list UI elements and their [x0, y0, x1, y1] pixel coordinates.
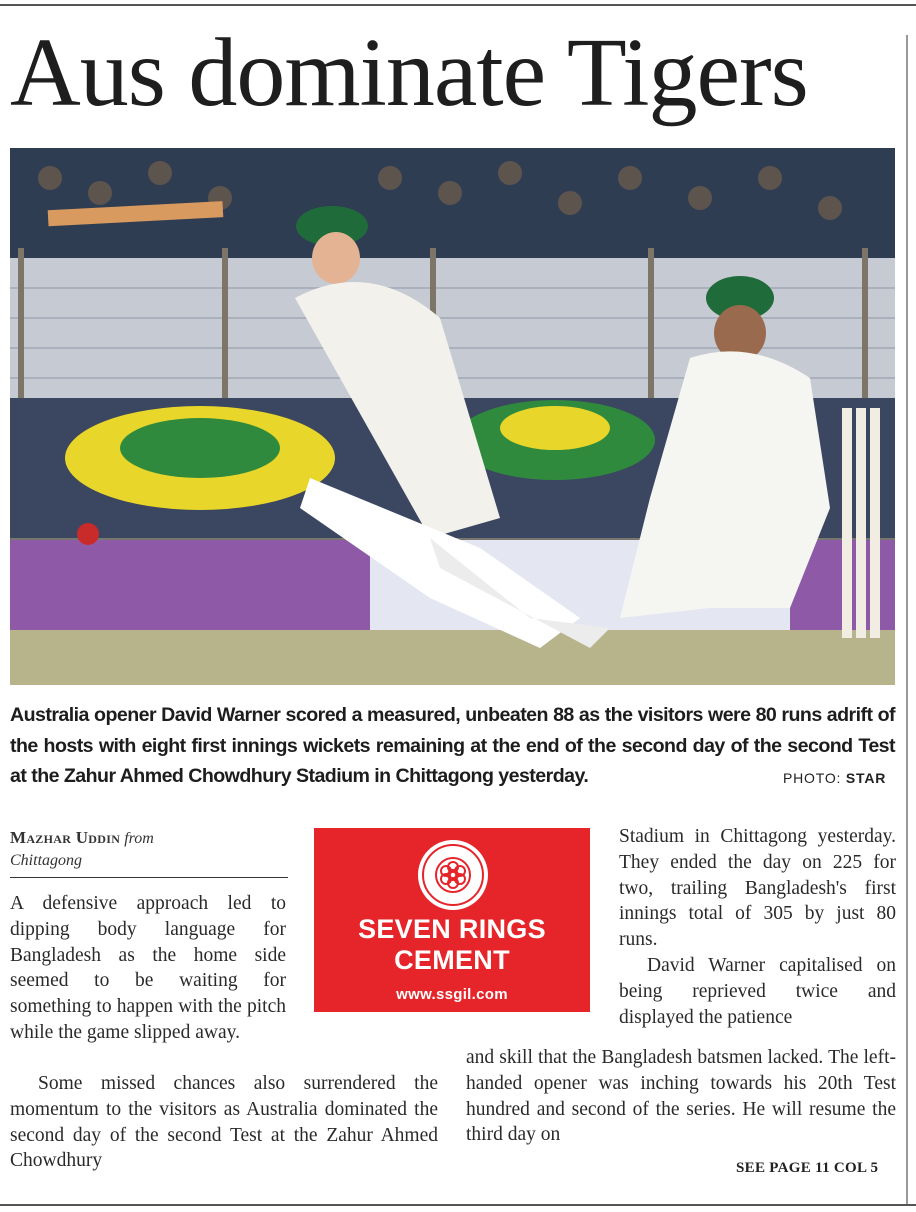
byline-place: Chittagong — [10, 852, 83, 869]
article-paragraph-4-end: and skill that the Bangladesh batsmen lacked. The left-handed opener was inching towards his 20th Test hundred and second of the series. He will resume the third day on — [466, 1047, 896, 1146]
ad-brand-line-1: SEVEN RINGS — [358, 914, 546, 944]
article-paragraph-1: A defensive approach led to dipping body language for Bangladesh as the home side seemed to be waiting for something to happen with the pitch while the game slipped away. — [10, 893, 286, 1043]
photo-credit-source: STAR — [845, 770, 887, 786]
byline-author: Mazhar Uddin — [10, 828, 121, 847]
cricket-photo — [10, 148, 895, 685]
byline-from: from — [124, 830, 154, 847]
article-column-left-lower — [10, 1071, 438, 1174]
article-column-right — [619, 824, 896, 1030]
photo-credit-label: PHOTO: — [783, 770, 842, 786]
column-rule — [906, 35, 908, 1205]
news-photo — [10, 148, 895, 685]
article-column-right-lower — [466, 1045, 896, 1148]
advertisement[interactable] — [314, 828, 590, 1012]
ad-url[interactable]: www.ssgil.com — [396, 986, 508, 1003]
ad-brand-line-2: CEMENT — [394, 945, 510, 975]
seven-rings-logo — [416, 838, 490, 912]
article-column-left — [10, 891, 286, 1046]
byline-divider — [10, 877, 288, 878]
article-paragraph-4-start: David Warner capitalised on being reprieved twice and displayed the patience — [619, 954, 896, 1028]
article-paragraph-3: Stadium in Chittagong yesterday. They ended the day on 225 for two, trailing Bangladesh's first innings total of 305 by just 80 runs. — [619, 826, 896, 951]
headline: Aus dominate Tigers — [10, 19, 808, 127]
photo-credit — [783, 770, 886, 786]
ad-brand-name — [314, 914, 590, 976]
bottom-rule — [0, 1204, 916, 1206]
top-rule — [0, 4, 916, 6]
article-paragraph-2: Some missed chances also surrendered the momentum to the visitors as Australia dominated the second day of the second Test at the Zahur Ahmed Chowdhury — [10, 1073, 438, 1172]
continuation-link[interactable]: SEE PAGE 11 COL 5 — [736, 1160, 879, 1176]
byline — [10, 827, 290, 872]
photo-caption: Australia opener David Warner scored a measured, unbeaten 88 as the visitors were 80 runs adrift of the hosts with eight first innings wickets remaining at the end of the second day of the second Test at the Zahur Ahmed Chowdhury Stadium in Chittagong yesterday. — [10, 704, 895, 787]
